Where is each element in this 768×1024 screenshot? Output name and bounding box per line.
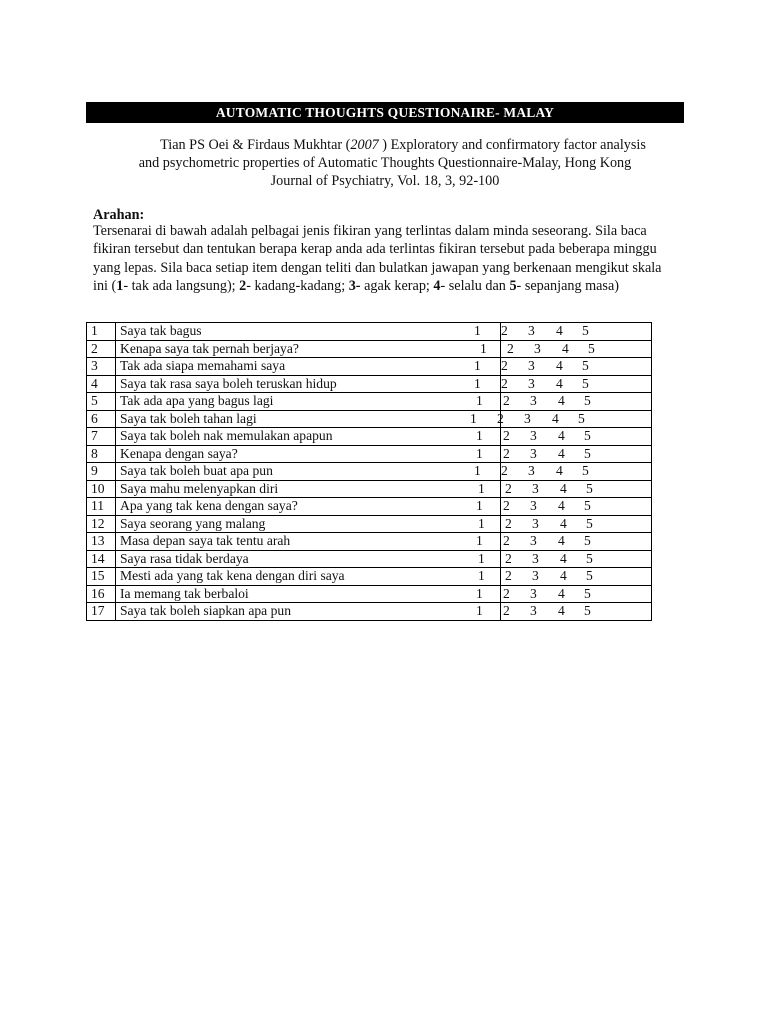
item-number: 10 xyxy=(87,480,116,498)
item-statement: Tak ada siapa memahami saya xyxy=(116,358,501,376)
rating-option-5[interactable]: 5 xyxy=(582,463,589,478)
rating-scale xyxy=(474,375,652,393)
rating-option-5[interactable]: 5 xyxy=(584,585,591,601)
table-row xyxy=(87,323,652,341)
rating-option-5[interactable]: 5 xyxy=(584,445,591,461)
rating-option-2[interactable]: 2 xyxy=(505,480,512,496)
rating-scale xyxy=(476,585,652,603)
rating-scale xyxy=(478,480,652,498)
rating-scale xyxy=(478,568,652,586)
item-statement: Saya tak boleh buat apa pun xyxy=(116,463,501,481)
rating-option-4[interactable]: 4 xyxy=(556,358,563,373)
rating-option-4[interactable]: 4 xyxy=(560,568,567,583)
item-number: 3 xyxy=(87,358,116,376)
item-statement: Kenapa saya tak pernah berjaya? xyxy=(116,340,501,358)
rating-scale xyxy=(470,410,652,428)
rating-option-4[interactable]: 4 xyxy=(558,393,565,408)
rating-option-1[interactable]: 1 xyxy=(478,568,485,583)
rating-scale xyxy=(480,340,652,358)
rating-scale xyxy=(474,358,652,376)
rating-option-2[interactable]: 2 xyxy=(505,568,512,583)
rating-option-4[interactable]: 4 xyxy=(552,410,559,426)
item-number: 9 xyxy=(87,463,116,481)
item-number: 2 xyxy=(87,340,116,358)
rating-option-1[interactable]: 1 xyxy=(474,375,481,391)
rating-option-3[interactable]: 3 xyxy=(532,515,539,531)
rating-scale xyxy=(474,323,652,341)
rating-option-2[interactable]: 2 xyxy=(507,340,514,356)
rating-option-1[interactable]: 1 xyxy=(476,498,483,513)
item-statement: Mesti ada yang tak kena dengan diri saya xyxy=(116,568,501,586)
rating-option-2[interactable]: 2 xyxy=(503,603,510,618)
rating-option-3[interactable]: 3 xyxy=(524,410,531,426)
rating-option-2[interactable]: 2 xyxy=(505,550,512,566)
rating-option-5[interactable]: 5 xyxy=(584,603,591,618)
item-statement: Saya tak boleh nak memulakan apapun xyxy=(116,428,501,446)
rating-scale xyxy=(474,463,652,481)
rating-option-1[interactable]: 1 xyxy=(474,358,481,373)
table-row xyxy=(87,568,652,586)
rating-scale xyxy=(476,445,652,463)
rating-option-2[interactable]: 2 xyxy=(503,428,510,443)
rating-option-5[interactable]: 5 xyxy=(586,480,593,496)
rating-option-5[interactable]: 5 xyxy=(584,428,591,443)
rating-option-3[interactable]: 3 xyxy=(530,533,537,548)
item-statement: Kenapa dengan saya? xyxy=(116,445,501,463)
scale-1-key: 1 xyxy=(116,278,124,295)
rating-option-5[interactable]: 5 xyxy=(588,340,595,356)
item-number: 6 xyxy=(87,410,116,428)
citation-line-2: and psychometric properties of Automatic Thoughts Questionnaire-Malay, Hong Kong xyxy=(138,155,632,171)
rating-option-2[interactable]: 2 xyxy=(503,533,510,548)
rating-option-4[interactable]: 4 xyxy=(562,340,569,356)
item-statement: Tak ada apa yang bagus lagi xyxy=(116,393,501,411)
rating-option-2[interactable]: 2 xyxy=(503,393,510,408)
rating-option-5[interactable]: 5 xyxy=(582,323,589,338)
scale-1-desc: - tak ada langsung); xyxy=(123,278,240,295)
table-row xyxy=(87,375,652,393)
rating-scale xyxy=(476,603,652,621)
questionnaire-table xyxy=(86,322,652,621)
item-number: 4 xyxy=(87,375,116,393)
item-statement: Saya rasa tidak berdaya xyxy=(116,550,501,568)
rating-scale xyxy=(476,498,652,516)
rating-option-3[interactable]: 3 xyxy=(532,480,539,496)
rating-scale xyxy=(476,428,652,446)
rating-option-2[interactable]: 2 xyxy=(503,445,510,461)
item-number: 14 xyxy=(87,550,116,568)
rating-scale xyxy=(478,550,652,568)
rating-option-1[interactable]: 1 xyxy=(476,445,483,461)
table-row xyxy=(87,603,652,621)
rating-option-3[interactable]: 3 xyxy=(528,463,535,478)
document-title: AUTOMATIC THOUGHTS QUESTIONAIRE- MALAY xyxy=(86,102,684,123)
table-row xyxy=(87,445,652,463)
rating-option-5[interactable]: 5 xyxy=(584,498,591,513)
instructions-text: Tersenarai di bawah adalah pelbagai jenis fikiran yang terlintas dalam minda seseorang. Sila baca fikiran tersebut dan tentukan berapa kerap anda ada terlintas fikiran tersebut pada beberapa minggu yang lepas. Sila baca setiap item dengan teliti dan bulatkan jawapan yang berkenaan mengikut skala ini ( xyxy=(93,223,662,295)
citation-year: 2007 xyxy=(350,137,379,153)
rating-option-1[interactable]: 1 xyxy=(476,393,483,408)
table-row xyxy=(87,340,652,358)
rating-option-5[interactable]: 5 xyxy=(584,533,591,548)
citation xyxy=(100,136,670,190)
rating-option-4[interactable]: 4 xyxy=(558,603,565,618)
rating-option-5[interactable]: 5 xyxy=(586,550,593,566)
rating-option-3[interactable]: 3 xyxy=(528,375,535,391)
table-row xyxy=(87,410,652,428)
rating-option-3[interactable]: 3 xyxy=(528,323,535,338)
citation-line-1 xyxy=(100,136,670,154)
rating-option-4[interactable]: 4 xyxy=(558,428,565,443)
rating-option-3[interactable]: 3 xyxy=(530,603,537,618)
rating-option-1[interactable]: 1 xyxy=(476,603,483,618)
table-row xyxy=(87,480,652,498)
rating-option-4[interactable]: 4 xyxy=(558,533,565,548)
item-number: 16 xyxy=(87,585,116,603)
scale-5-desc: - sepanjang masa) xyxy=(516,278,619,295)
rating-option-3[interactable]: 3 xyxy=(532,550,539,566)
rating-option-5[interactable]: 5 xyxy=(582,375,589,391)
scale-3-desc: agak kerap; xyxy=(360,278,434,295)
rating-option-5[interactable]: 5 xyxy=(578,410,585,426)
citation-line-3: Journal of Psychiatry, Vol. 18, 3, 92-100 xyxy=(270,173,500,189)
table-row xyxy=(87,533,652,551)
rating-option-3[interactable]: 3 xyxy=(530,585,537,601)
item-number: 17 xyxy=(87,603,116,621)
table-row xyxy=(87,515,652,533)
rating-option-2[interactable]: 2 xyxy=(497,410,504,426)
rating-option-4[interactable]: 4 xyxy=(558,585,565,601)
item-number: 12 xyxy=(87,515,116,533)
scale-3-key: 3- xyxy=(348,278,361,295)
table-row xyxy=(87,393,652,411)
scale-5-key: 5 xyxy=(509,278,517,295)
rating-option-4[interactable]: 4 xyxy=(558,445,565,461)
rating-option-3[interactable]: 3 xyxy=(530,498,537,513)
rating-option-4[interactable]: 4 xyxy=(556,375,563,391)
rating-option-2[interactable]: 2 xyxy=(501,323,508,338)
rating-option-2[interactable]: 2 xyxy=(503,498,510,513)
instructions-heading: Arahan: xyxy=(93,207,145,223)
rating-scale xyxy=(476,393,652,411)
item-number: 8 xyxy=(87,445,116,463)
rating-option-4[interactable]: 4 xyxy=(560,515,567,531)
rating-option-3[interactable]: 3 xyxy=(530,428,537,443)
scale-2-desc: - kadang-kadang; xyxy=(246,278,349,295)
rating-option-4[interactable]: 4 xyxy=(560,550,567,566)
rating-option-2[interactable]: 2 xyxy=(501,463,508,478)
citation-authors: Tian PS Oei & Firdaus Mukhtar ( xyxy=(160,137,351,153)
rating-option-1[interactable]: 1 xyxy=(470,410,477,426)
rating-option-3[interactable]: 3 xyxy=(532,568,539,583)
rating-option-1[interactable]: 1 xyxy=(478,550,485,566)
rating-option-1[interactable]: 1 xyxy=(476,428,483,443)
rating-scale xyxy=(476,533,652,551)
rating-option-2[interactable]: 2 xyxy=(503,585,510,601)
item-number: 13 xyxy=(87,533,116,551)
table-row xyxy=(87,585,652,603)
rating-option-3[interactable]: 3 xyxy=(530,445,537,461)
table-row xyxy=(87,463,652,481)
item-statement: Apa yang tak kena dengan saya? xyxy=(116,498,501,516)
item-statement: Saya seorang yang malang xyxy=(116,515,501,533)
rating-option-5[interactable]: 5 xyxy=(582,358,589,373)
item-statement: Saya mahu melenyapkan diri xyxy=(116,480,501,498)
rating-option-4[interactable]: 4 xyxy=(560,480,567,496)
rating-option-1[interactable]: 1 xyxy=(474,323,481,338)
rating-option-2[interactable]: 2 xyxy=(505,515,512,531)
item-number: 1 xyxy=(87,323,116,341)
item-number: 7 xyxy=(87,428,116,446)
item-statement: Masa depan saya tak tentu arah xyxy=(116,533,501,551)
item-number: 11 xyxy=(87,498,116,516)
item-number: 15 xyxy=(87,568,116,586)
table-row xyxy=(87,550,652,568)
item-statement: Saya tak bagus xyxy=(116,323,501,341)
rating-option-3[interactable]: 3 xyxy=(528,358,535,373)
table-row xyxy=(87,358,652,376)
item-number: 5 xyxy=(87,393,116,411)
rating-option-2[interactable]: 2 xyxy=(501,375,508,391)
citation-title-start: ) Exploratory and confirmatory factor analysis xyxy=(378,137,646,153)
rating-option-1[interactable]: 1 xyxy=(480,340,487,356)
rating-option-1[interactable]: 1 xyxy=(478,480,485,496)
item-statement: Ia memang tak berbaloi xyxy=(116,585,501,603)
rating-option-5[interactable]: 5 xyxy=(586,515,593,531)
item-statement: Saya tak boleh siapkan apa pun xyxy=(116,603,501,621)
table-row xyxy=(87,428,652,446)
rating-option-1[interactable]: 1 xyxy=(474,463,481,478)
rating-option-4[interactable]: 4 xyxy=(556,323,563,338)
rating-option-2[interactable]: 2 xyxy=(501,358,508,373)
rating-scale xyxy=(478,515,652,533)
rating-option-1[interactable]: 1 xyxy=(476,585,483,601)
item-statement: Saya tak boleh tahan lagi xyxy=(116,410,501,428)
rating-option-4[interactable]: 4 xyxy=(556,463,563,478)
rating-option-4[interactable]: 4 xyxy=(558,498,565,513)
instructions-body xyxy=(93,222,673,296)
scale-2-key: 2 xyxy=(239,278,247,295)
scale-4-key: 4 xyxy=(433,278,441,295)
rating-option-1[interactable]: 1 xyxy=(478,515,485,531)
scale-4-desc: - selalu dan xyxy=(440,278,510,295)
rating-option-1[interactable]: 1 xyxy=(476,533,483,548)
item-statement: Saya tak rasa saya boleh teruskan hidup xyxy=(116,375,501,393)
rating-option-5[interactable]: 5 xyxy=(584,393,591,408)
rating-option-3[interactable]: 3 xyxy=(530,393,537,408)
table-row xyxy=(87,498,652,516)
rating-option-5[interactable]: 5 xyxy=(586,568,593,583)
rating-option-3[interactable]: 3 xyxy=(534,340,541,356)
